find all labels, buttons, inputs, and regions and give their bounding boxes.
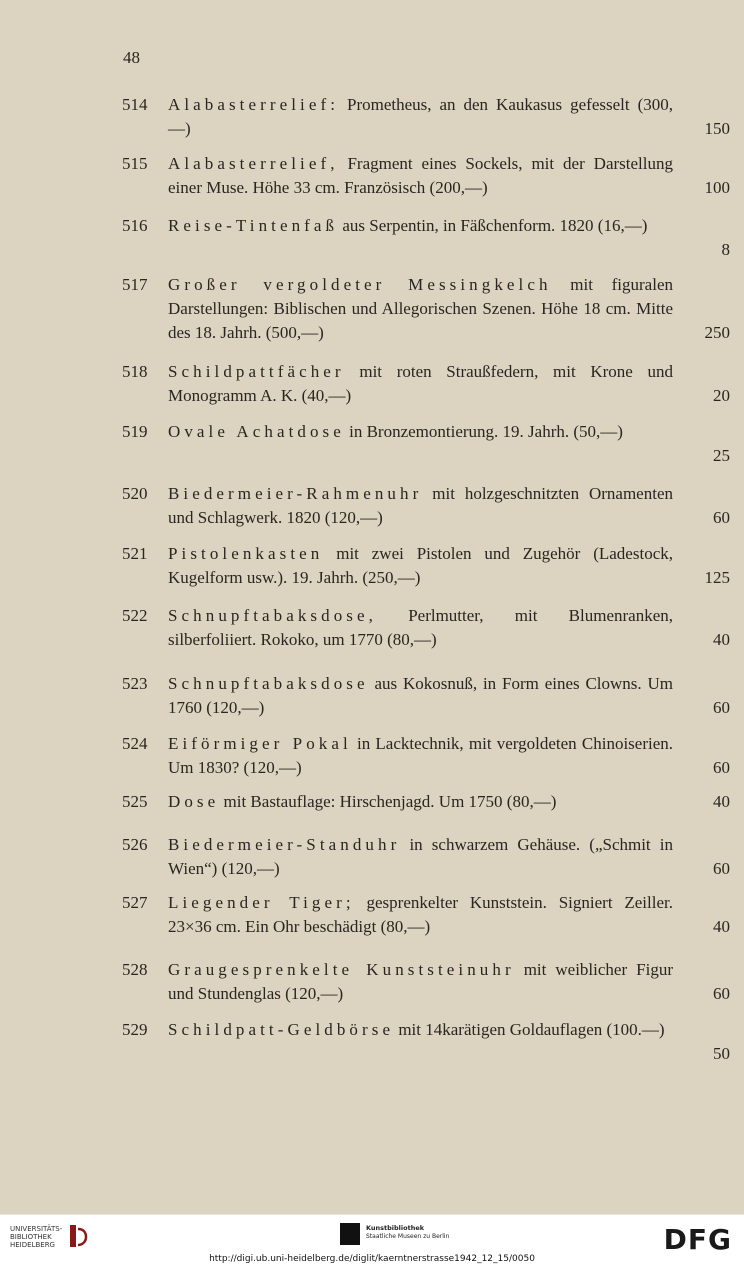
lot-price: 40 [713, 792, 730, 811]
lot-number: 527 [122, 893, 148, 912]
lot-number: 520 [122, 484, 148, 503]
lot-description [168, 891, 673, 939]
university-library-label [10, 1225, 62, 1249]
university-line-2: BIBLIOTHEK [10, 1233, 52, 1241]
kb-title: Kunstbibliothek [366, 1224, 425, 1232]
kb-subtitle: Staatliche Museen zu Berlin [366, 1233, 450, 1240]
lot-text: mit figuralen Darstellungen: Biblischen und Allegorischen Szenen. Höhe 18 cm. Mitte des 18. Jahrh. (500,—) [168, 275, 673, 342]
lot-price: 125 [704, 568, 730, 587]
lot-description [168, 542, 673, 590]
lot-price: 60 [713, 758, 730, 777]
heidelberg-logo-icon [66, 1223, 88, 1249]
lot-title: Schnupftabaksdose, [168, 606, 377, 625]
lot-number: 516 [122, 216, 148, 235]
lot-price: 60 [713, 984, 730, 1003]
lot-title: Reise-Tintenfaß [168, 216, 339, 235]
lot-title: Ovale Achatdose [168, 422, 345, 441]
lot-text: in schwarzem Gehäuse. („Schmit in Wien“) (120,—) [168, 835, 674, 878]
lot-number: 521 [122, 544, 148, 563]
lot-description [168, 790, 673, 814]
lot-description [168, 420, 673, 444]
lot-title: Eiförmiger Pokal [168, 734, 352, 753]
lot-title: Dose [168, 792, 220, 811]
lot-price: 250 [704, 323, 730, 342]
lot-description [168, 93, 673, 141]
lot-price: 60 [713, 698, 730, 717]
lot-price: 60 [713, 859, 730, 878]
lot-number: 528 [122, 960, 148, 979]
page-number: 48 [123, 48, 140, 67]
lot-text: aus Kokosnuß, in Form eines Clowns. Um 1760 (120,—) [168, 674, 674, 717]
lot-title: Pistolenkasten [168, 544, 324, 563]
lot-title: Großer vergoldeter Messingkelch [168, 275, 552, 294]
lot-text: gesprenkelter Kunststein. Signiert Zeiller. 23×36 cm. Ein Ohr beschädigt (80,—) [168, 893, 673, 936]
lot-text: aus Serpentin, in Fäßchenform. 1820 (16,—) [342, 216, 648, 235]
lot-text: mit roten Straußfedern, mit Krone und Monogramm A. K. (40,—) [168, 362, 673, 405]
lot-description [168, 482, 673, 530]
lot-text: in Lacktechnik, mit vergoldeten Chinoiserien. Um 1830? (120,—) [168, 734, 674, 777]
lot-number: 518 [122, 362, 148, 381]
lot-number: 523 [122, 674, 148, 693]
lot-title: Schildpatt-Geldbörse [168, 1020, 395, 1039]
lot-number: 524 [122, 734, 148, 753]
university-line-1: UNIVERSITÄTS- [10, 1225, 63, 1233]
lot-price: 60 [713, 508, 730, 527]
viewer-footer [0, 1214, 744, 1267]
dfg-logo: DFG [663, 1223, 732, 1256]
lot-price: 20 [713, 386, 730, 405]
lot-description [168, 604, 673, 652]
lot-price: 50 [713, 1044, 730, 1063]
lot-number: 519 [122, 422, 148, 441]
lot-title: Alabasterrelief, [168, 154, 339, 173]
lot-title: Liegender Tiger; [168, 893, 355, 912]
lot-title: Biedermeier-Standuhr [168, 835, 401, 854]
lot-text: mit weiblicher Figur und Stundenglas (120,—) [168, 960, 673, 1003]
kunstbibliothek-label [366, 1224, 449, 1241]
lot-title: Biedermeier-Rahmenuhr [168, 484, 423, 503]
lot-description [168, 672, 673, 720]
lot-price: 40 [713, 630, 730, 649]
lot-description [168, 732, 673, 780]
lot-number: 525 [122, 792, 148, 811]
lot-title: Graugesprenkelte Kunststeinuhr [168, 960, 515, 979]
lot-description [168, 214, 673, 238]
lot-description [168, 152, 673, 200]
lot-price: 8 [721, 240, 730, 259]
lot-description [168, 273, 673, 345]
lot-text: Fragment eines Sockels, mit der Darstellung einer Muse. Höhe 33 cm. Französisch (200,—) [168, 154, 673, 197]
lot-description [168, 1018, 673, 1042]
source-url[interactable]: http://digi.ub.uni-heidelberg.de/diglit/kaerntnerstrasse1942_12_15/0050 [209, 1254, 535, 1264]
lot-text: in Bronzemontierung. 19. Jahrh. (50,—) [349, 422, 623, 441]
university-line-3: HEIDELBERG [10, 1241, 55, 1249]
lot-text: mit Bastauflage: Hirschenjagd. Um 1750 (80,—) [223, 792, 557, 811]
lot-price: 40 [713, 917, 730, 936]
lot-price: 150 [704, 119, 730, 138]
lot-number: 514 [122, 95, 148, 114]
lot-text: mit holzgeschnitzten Ornamenten und Schlagwerk. 1820 (120,—) [168, 484, 673, 527]
lot-text: mit 14karätigen Goldauflagen (100.—) [398, 1020, 665, 1039]
kunstbibliothek-logo-icon [340, 1223, 360, 1245]
lot-price: 25 [713, 446, 730, 465]
lot-title: Schnupftabaksdose [168, 674, 369, 693]
lot-number: 522 [122, 606, 148, 625]
lot-number: 529 [122, 1020, 148, 1039]
lot-number: 526 [122, 835, 148, 854]
lot-description [168, 958, 673, 1006]
lot-text: Prometheus, an den Kaukasus gefesselt (300,—) [168, 95, 673, 138]
lot-price: 100 [704, 178, 730, 197]
lot-description [168, 360, 673, 408]
lot-text: Perlmutter, mit Blumenranken, silberfoliiert. Rokoko, um 1770 (80,—) [168, 606, 673, 649]
lot-number: 517 [122, 275, 148, 294]
lot-number: 515 [122, 154, 148, 173]
lot-text: mit zwei Pistolen und Zugehör (Ladestock, Kugelform usw.). 19. Jahrh. (250,—) [168, 544, 673, 587]
lot-title: Schildpattfächer [168, 362, 345, 381]
lot-title: Alabasterrelief: [168, 95, 339, 114]
lot-description [168, 833, 673, 881]
